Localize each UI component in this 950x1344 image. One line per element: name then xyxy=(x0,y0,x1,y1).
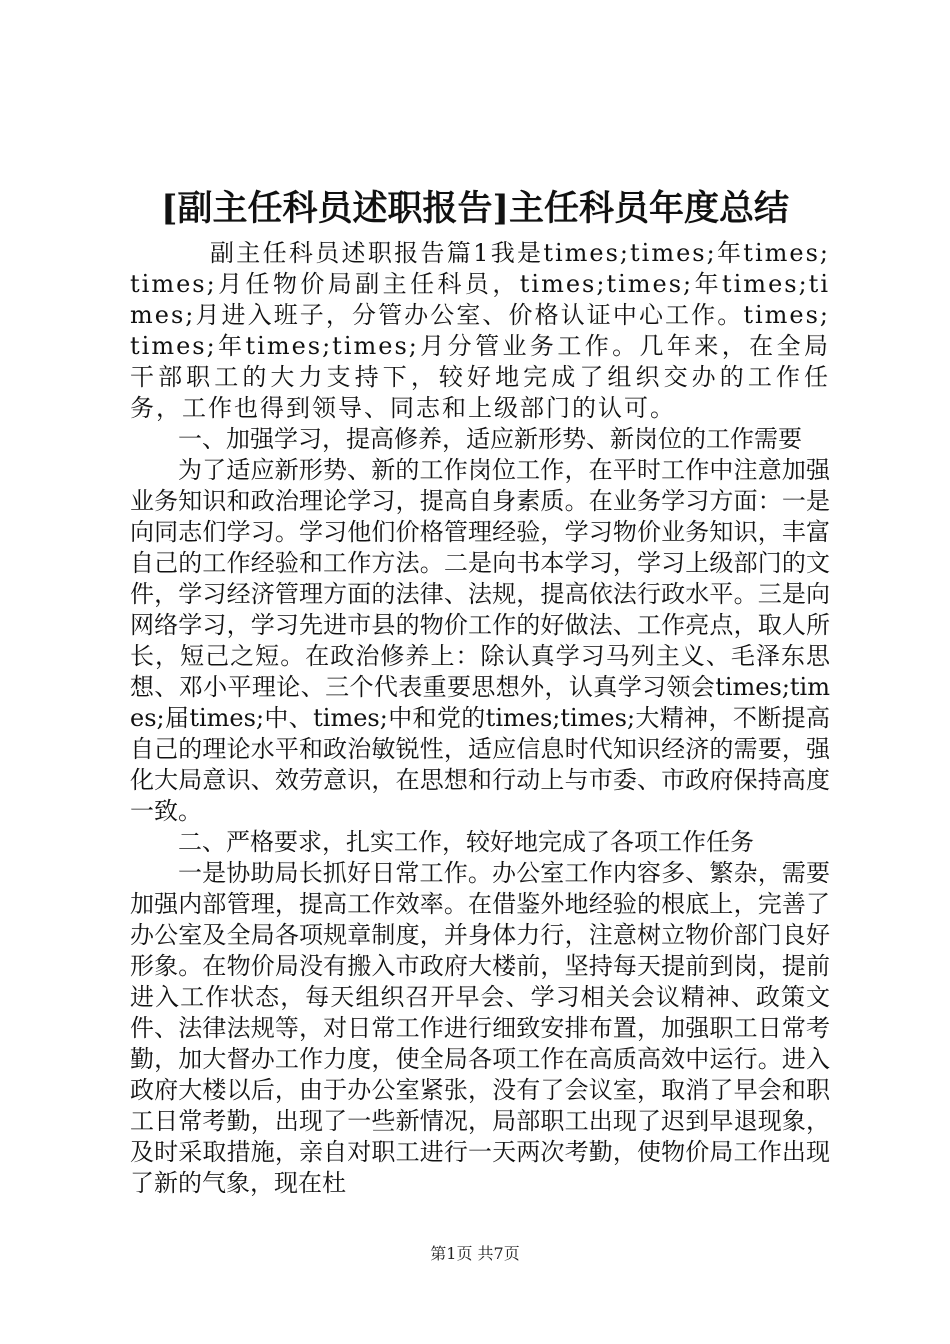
section-2-paragraph: 一是协助局长抓好日常工作。办公室工作内容多、繁杂，需要加强内部管理，提高工作效率。在借鉴外地经验的根底上，完善了办公室及全局各项规章制度，并身体力行，注意树立物价部门良好形象。在物价局没有搬入市政府大楼前，坚持每天提前到岗，提前进入工作状态，每天组织召开早会、学习相关会议精神、政策文件、法律法规等，对日常工作进行细致安排布置，加强职工日常考勤，加大督办工作力度，使全局各项工作在高质高效中运行。进入政府大楼以后，由于办公室紧张，没有了会议室，取消了早会和职工日常考勤，出现了一些新情况，局部职工出现了迟到早退现象，及时采取措施，亲自对职工进行一天两次考勤，使物价局工作出现了新的气象，现在杜 xyxy=(130,859,830,1197)
page-number-footer: 第1页 共7页 xyxy=(430,1244,520,1263)
document-body xyxy=(130,238,830,1199)
document-title: [副主任科员述职报告]主任科员年度总结 xyxy=(160,188,790,229)
section-1-paragraph: 为了适应新形势、新的工作岗位工作，在平时工作中注意加强业务知识和政治理论学习，提高自身素质。在业务学习方面：一是向同志们学习。学习他们价格管理经验，学习物价业务知识，丰富自己的工作经验和工作方法。二是向书本学习，学习上级部门的文件，学习经济管理方面的法律、法规，提高依法行政水平。三是向网络学习，学习先进市县的物价工作的好做法、工作亮点，取人所长，短己之短。在政治修养上：除认真学习马列主义、毛泽东思想、邓小平理论、三个代表重要思想外，认真学习领会times;times;届times;中、times;中和党的times;times;大精神，不断提高自己的理论水平和政治敏锐性，适应信息时代知识经济的需要，强化大局意识、效劳意识，在思想和行动上与市委、市政府保持高度一致。 xyxy=(130,456,830,825)
section-heading-2: 二、严格要求，扎实工作，较好地完成了各项工作任务 xyxy=(178,828,754,856)
intro-paragraph: 副主任科员述职报告篇1我是times;times;年times;times;月任物价局副主任科员，times;times;年times;times;月进入班子，分管办公室、价格认证中心工作。times;times;年times;times;月分管业务工作。几年来，在全局干部职工的大力支持下，较好地完成了组织交办的工作任务，工作也得到领导、同志和上级部门的认可。 xyxy=(130,239,830,422)
section-heading-1: 一、加强学习，提高修养，适应新形势、新岗位的工作需要 xyxy=(178,425,802,453)
